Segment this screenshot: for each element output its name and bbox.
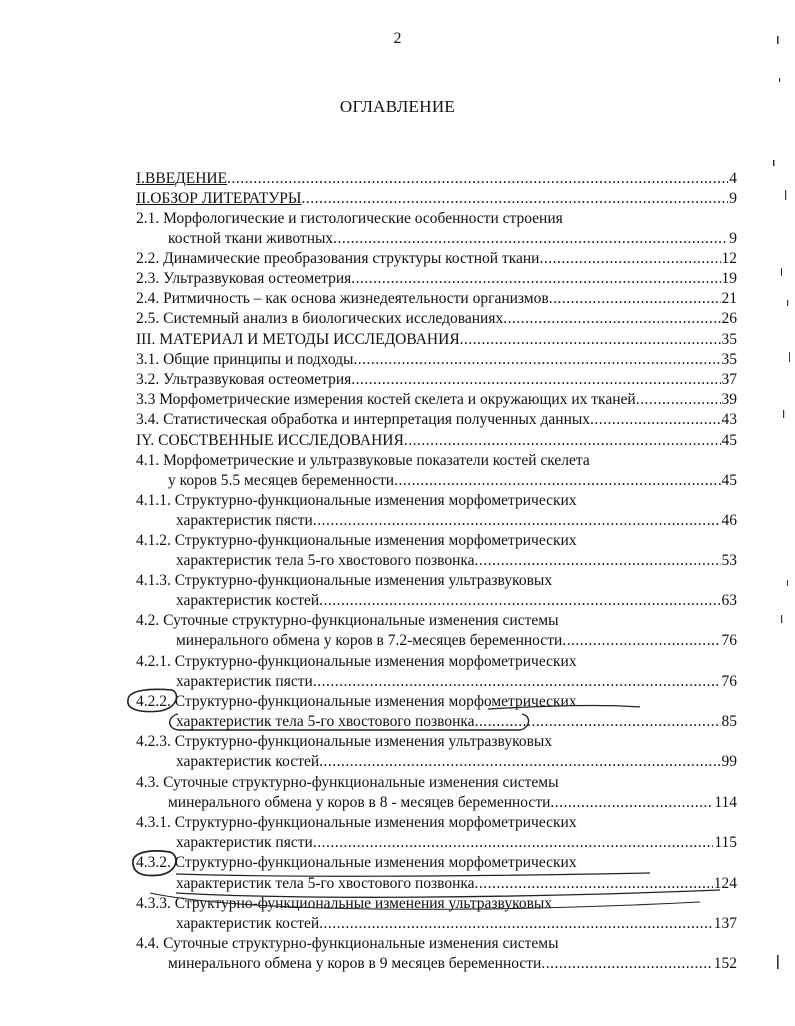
toc-entry-text: 4.3.2. Структурно-функциональные изменения морфометрических	[136, 854, 577, 871]
toc-entry	[136, 391, 737, 409]
toc-entry	[176, 512, 737, 530]
toc-entry-text: 3.4. Статистическая обработка и интерпретация полученных данных	[136, 411, 591, 428]
toc-entry-text: характеристик пясти	[176, 834, 313, 851]
toc-entry	[136, 854, 737, 872]
toc-leader-dots	[475, 552, 721, 570]
toc-leader-dots	[503, 310, 720, 328]
toc-entry	[176, 915, 737, 933]
toc-entry-text: характеристик костей	[176, 753, 320, 770]
toc-leader-dots	[562, 632, 720, 650]
toc-entry-text: 2.3. Ультразвуковая остеометрия	[136, 270, 352, 287]
toc-entry-text: характеристик тела 5-го хвостового позвонка	[176, 875, 475, 892]
toc-entry	[136, 774, 737, 792]
toc-leader-dots	[404, 432, 721, 450]
toc-leader-dots	[333, 230, 728, 248]
toc-entry	[168, 230, 737, 248]
toc-entry-text: 2.1. Морфологические и гистологические особенности строения	[136, 210, 563, 227]
toc-entry-text: характеристик тела 5-го хвостового позвонка	[176, 713, 475, 730]
toc-entry	[136, 733, 737, 751]
toc-entry	[136, 935, 737, 953]
toc-entry-text: 4.3.3. Структурно-функциональные изменения ультразвуковых	[136, 895, 553, 912]
toc-page-number: 152	[713, 955, 737, 972]
toc-entry-text: характеристик пясти	[176, 512, 313, 529]
toc-page-number: 137	[713, 915, 737, 932]
toc-entry	[176, 632, 737, 650]
toc-leader-dots	[636, 391, 721, 409]
toc-entry-text: 4.3. Суточные структурно-функциональные изменения системы	[136, 774, 559, 791]
toc-entry	[176, 875, 737, 893]
toc-entry	[136, 170, 737, 188]
toc-entry	[168, 794, 737, 812]
toc-leader-dots	[550, 794, 713, 812]
toc-page-number: 39	[721, 391, 737, 408]
toc-leader-dots	[313, 673, 721, 691]
toc-entry	[136, 814, 737, 832]
toc-leader-dots	[549, 290, 721, 308]
toc-entry-text: у коров 5.5 месяцев беременности	[168, 472, 395, 489]
toc-page-number: 19	[721, 270, 737, 287]
toc-page-number: 35	[721, 351, 737, 368]
toc-leader-dots	[351, 371, 720, 389]
toc-page-number: 76	[721, 673, 737, 690]
toc-entry-text: 4.1.3. Структурно-функциональные изменения ультразвуковых	[136, 572, 553, 589]
toc-entry	[168, 472, 737, 490]
toc-entry-text: IY. СОБСТВЕННЫЕ ИССЛЕДОВАНИЯ	[136, 432, 404, 449]
toc-entry-text: 4.4. Суточные структурно-функциональные изменения системы	[136, 935, 559, 952]
toc-entry	[168, 955, 737, 973]
toc-entry	[136, 190, 737, 208]
toc-entry-text: 4.2.1. Структурно-функциональные изменения морфометрических	[136, 653, 577, 670]
toc-page-number: 45	[721, 472, 737, 489]
toc-page-number: 63	[721, 592, 737, 609]
toc-entry-text: 4.3.1. Структурно-функциональные изменения морфометрических	[136, 814, 577, 831]
toc-page-number: 26	[721, 310, 737, 327]
toc-entry	[136, 432, 737, 450]
toc-leader-dots	[539, 250, 720, 268]
toc-entry	[136, 290, 737, 308]
toc-leader-dots	[313, 834, 714, 852]
toc-leader-dots	[319, 753, 720, 771]
toc-leader-dots	[394, 472, 720, 490]
toc-page-number: 46	[721, 512, 737, 529]
toc-entry-text: 4.1.1. Структурно-функциональные изменения морфометрических	[136, 492, 577, 509]
toc-entry-text: характеристик костей	[176, 915, 320, 932]
toc-entry	[136, 210, 737, 228]
toc-entry	[176, 673, 737, 691]
toc-entry	[136, 351, 737, 369]
toc-entry	[136, 532, 737, 550]
toc-entry	[176, 592, 737, 610]
toc-entry	[136, 411, 737, 429]
toc-leader-dots	[541, 955, 712, 973]
toc-entry-text: костной ткани животных	[168, 230, 334, 247]
toc-entry-text: I.ВВЕДЕНИЕ	[136, 170, 228, 187]
toc-entry	[136, 492, 737, 510]
toc-entry	[136, 572, 737, 590]
toc-page-number: 35	[721, 331, 737, 348]
toc-entry	[136, 612, 737, 630]
toc-entry-text: II.ОБЗОР ЛИТЕРАТУРЫ	[136, 190, 302, 207]
toc-entry-text: минерального обмена у коров в 8 - месяцев беременности	[168, 794, 551, 811]
toc-entry-text: минерального обмена у коров в 9 месяцев беременности	[168, 955, 542, 972]
toc-entry-text: III. МАТЕРИАЛ И МЕТОДЫ ИССЛЕДОВАНИЯ	[136, 331, 460, 348]
toc-entry	[176, 713, 737, 731]
toc-page-number: 114	[714, 794, 737, 811]
toc-entry-text: 2.2. Динамические преобразования структуры костной ткани	[136, 250, 540, 267]
toc-entry-text: 3.3 Морфометрические измерения костей скелета и окружающих их тканей	[136, 391, 636, 408]
toc-entry-text: минерального обмена у коров в 7.2-месяцев беременности	[176, 632, 563, 649]
toc-entry	[136, 331, 737, 349]
toc-page-number: 21	[721, 290, 737, 307]
toc-entry-text: 4.1. Морфометрические и ультразвуковые показатели костей скелета	[136, 452, 590, 469]
toc-leader-dots	[301, 190, 728, 208]
scan-edge-marks	[729, 0, 795, 1026]
toc-page-number: 115	[714, 834, 737, 851]
toc-entry-text: 2.4. Ритмичность – как основа жизнедеятельности организмов	[136, 290, 549, 307]
toc-entry-text: 4.2. Суточные структурно-функциональные изменения системы	[136, 612, 559, 629]
toc-entry-text: 4.2.2. Структурно-функциональные изменения морфометрических	[136, 693, 577, 710]
toc-entry	[176, 753, 737, 771]
toc-page-number: 9	[729, 230, 737, 247]
toc-leader-dots	[475, 713, 721, 731]
toc-entry-text: характеристик пясти	[176, 673, 313, 690]
toc-page-number: 85	[721, 713, 737, 730]
toc-entry	[136, 693, 737, 711]
toc-entry-text: 3.2. Ультразвуковая остеометрия	[136, 371, 352, 388]
toc-leader-dots	[319, 592, 720, 610]
toc-entry	[136, 250, 737, 268]
toc-page-number: 53	[721, 552, 737, 569]
toc-page-number: 45	[721, 432, 737, 449]
toc-page-number: 12	[721, 250, 737, 267]
toc-entry-text: 4.1.2. Структурно-функциональные изменения морфометрических	[136, 532, 577, 549]
toc-page-number: 76	[721, 632, 737, 649]
toc-page-number: 43	[721, 411, 737, 428]
toc-page-number: 99	[721, 753, 737, 770]
toc-page-number: 124	[713, 875, 737, 892]
toc-entry-text: характеристик костей	[176, 592, 320, 609]
toc-leader-dots	[353, 351, 720, 369]
toc-entry-text: характеристик тела 5-го хвостового позвонка	[176, 552, 475, 569]
toc-entry	[176, 552, 737, 570]
toc-leader-dots	[319, 915, 713, 933]
toc-leader-dots	[475, 875, 713, 893]
toc-leader-dots	[351, 270, 720, 288]
toc-leader-dots	[313, 512, 721, 530]
toc-entry-text: 3.1. Общие принципы и подходы	[136, 351, 354, 368]
toc-entry-text: 4.2.3. Структурно-функциональные изменения ультразвуковых	[136, 733, 553, 750]
toc-entry	[176, 834, 737, 852]
toc-entry	[136, 270, 737, 288]
toc-entry	[136, 653, 737, 671]
toc-leader-dots	[460, 331, 721, 349]
toc-entry-text: 2.5. Системный анализ в биологических исследованиях	[136, 310, 504, 327]
toc-entry	[136, 371, 737, 389]
toc-page-number: 37	[721, 371, 737, 388]
toc-entry	[136, 310, 737, 328]
toc-leader-dots	[227, 170, 728, 188]
toc-page-number: 9	[729, 190, 737, 207]
page-number: 2	[393, 30, 402, 47]
toc-entry	[136, 895, 737, 913]
toc-title: ОГЛАВЛЕНИЕ	[339, 97, 456, 116]
toc-leader-dots	[590, 411, 720, 429]
toc-page-number: 4	[729, 170, 737, 187]
toc-entry	[136, 452, 737, 470]
